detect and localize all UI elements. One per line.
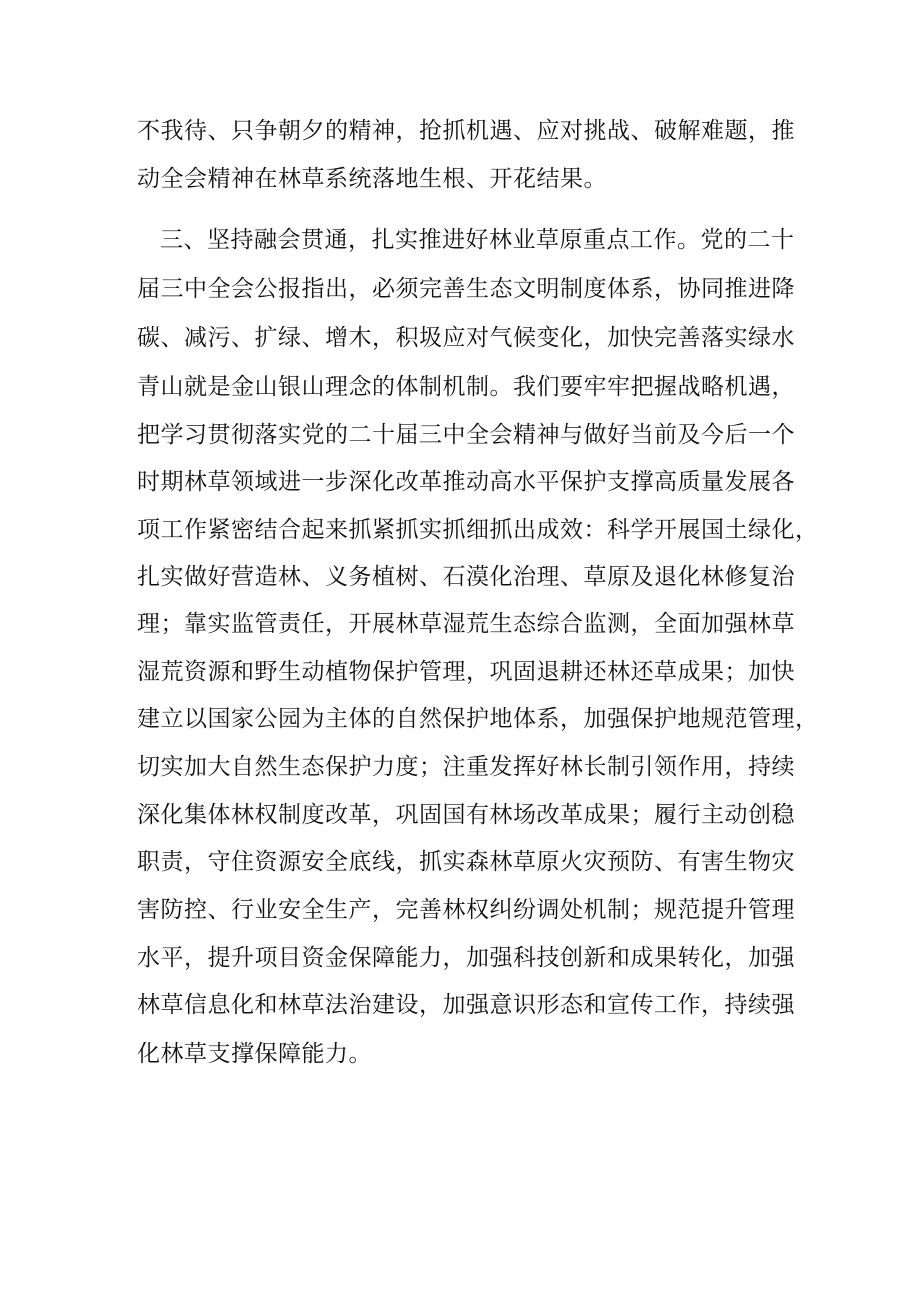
paragraph-2-line-17: 林草信息化和林草法治建设，加强意识形态和宣传工作，持续强 <box>137 992 795 1018</box>
paragraph-2-line-1: 三、坚持融会贯通，扎实推进好林业草原重点工作。党的二十 <box>160 227 795 253</box>
paragraph-2-line-16: 水平，提升项目资金保障能力，加强科技创新和成果转化，加强 <box>137 945 795 971</box>
paragraph-2-line-5: 把学习贯彻落实党的二十届三中全会精神与做好当前及今后一个 <box>137 422 795 448</box>
paragraph-2-line-15: 害防控、行业安全生产，完善林权纠纷调处机制；规范提升管理 <box>137 897 795 923</box>
paragraph-2-line-8: 扎实做好营造林、义务植树、石漠化治理、草原及退化林修复治 <box>137 564 795 590</box>
paragraph-2-line-11: 建立以国家公园为主体的自然保护地体系，加强保护地规范管理， <box>137 706 819 732</box>
paragraph-2-line-13: 深化集体林权制度改革，巩固国有林场改革成果；履行主动创稳 <box>137 802 795 828</box>
paragraph-2-line-2: 届三中全会公报指出，必须完善生态文明制度体系，协同推进降 <box>137 276 795 302</box>
paragraph-2-line-6: 时期林草领域进一步深化改革推动高水平保护支撑高质量发展各 <box>137 469 795 495</box>
paragraph-2-line-4: 青山就是金山银山理念的体制机制。我们要牢牢把握战略机遇， <box>137 374 795 400</box>
paragraph-1-line-2: 动全会精神在林草系统落地生根、开花结果。 <box>137 166 607 192</box>
paragraph-2-line-7: 项工作紧密结合起来抓紧抓实抓细抓出成效：科学开展国土绿化， <box>137 517 819 543</box>
paragraph-2-line-12: 切实加大自然生态保护力度；注重发挥好林长制引领作用，持续 <box>137 754 795 780</box>
paragraph-2-line-18: 化林草支撑保障能力。 <box>137 1041 372 1067</box>
paragraph-2-line-3: 碳、减污、扩绿、增木，积圾应对气候变化，加快完善落实绿水 <box>137 325 795 351</box>
paragraph-2-line-14: 职责，守住资源安全底线，抓实森林草原火灾预防、有害生物灾 <box>137 849 795 875</box>
paragraph-1-line-1: 不我待、只争朝夕的精神，抢抓机遇、应对挑战、破解难题，推 <box>137 118 795 144</box>
paragraph-2-line-9: 理；靠实监管责任，开展林草湿荒生态综合监测，全面加强林草 <box>137 611 795 637</box>
paragraph-2-line-10: 湿荒资源和野生动植物保护管理，巩固退耕还林还草成果；加快 <box>137 659 795 685</box>
